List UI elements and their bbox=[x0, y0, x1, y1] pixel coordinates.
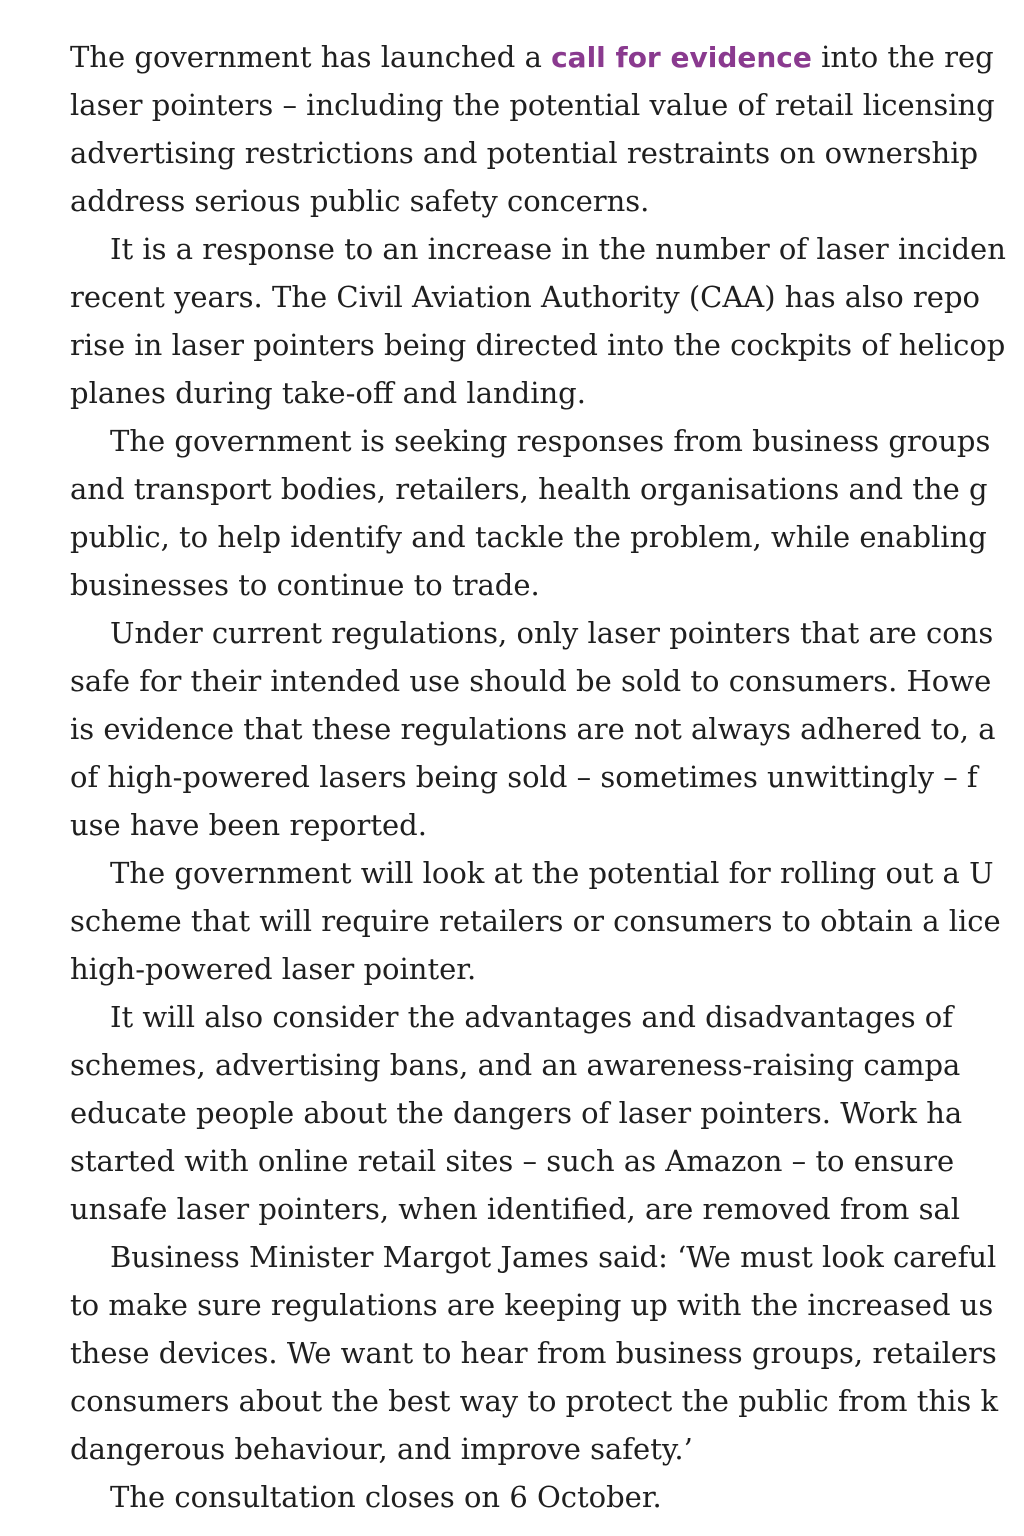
text-line: is evidence that these regulations are not always adhered to, a bbox=[70, 712, 996, 746]
text-line: advertising restrictions and potential restraints on ownership bbox=[70, 136, 979, 170]
text-line: The government is seeking responses from business groups bbox=[110, 424, 991, 458]
text-line: consumers about the best way to protect the public from this k bbox=[70, 1384, 999, 1418]
text-line: laser pointers – including the potential value of retail licensing bbox=[70, 88, 995, 122]
text-line: Business Minister Margot James said: ‘We must look careful bbox=[110, 1240, 997, 1274]
text-line: use have been reported. bbox=[70, 808, 427, 842]
text-line: The government will look at the potential for rolling out a U bbox=[110, 856, 994, 890]
text-line: safe for their intended use should be sold to consumers. Howe bbox=[70, 664, 992, 698]
text-line bbox=[70, 33, 1024, 81]
text-line: It will also consider the advantages and disadvantages of bbox=[110, 1000, 953, 1034]
text-line: dangerous behaviour, and improve safety.’ bbox=[70, 1432, 693, 1466]
text-line: to make sure regulations are keeping up with the increased us bbox=[70, 1288, 994, 1322]
text-line: educate people about the dangers of laser pointers. Work ha bbox=[70, 1096, 963, 1130]
text-segment: The government has launched a bbox=[70, 40, 552, 74]
paragraph-8 bbox=[70, 1473, 1024, 1521]
text-line: recent years. The Civil Aviation Authority (CAA) has also repo bbox=[70, 280, 980, 314]
paragraph-3 bbox=[70, 417, 1024, 609]
text-line: unsafe laser pointers, when identified, are removed from sal bbox=[70, 1192, 961, 1226]
text-line: businesses to continue to trade. bbox=[70, 568, 540, 602]
text-line: The consultation closes on 6 October. bbox=[110, 1480, 662, 1514]
paragraph-2 bbox=[70, 225, 1024, 417]
text-line: Under current regulations, only laser pointers that are cons bbox=[110, 616, 994, 650]
text-line: public, to help identify and tackle the problem, while enabling bbox=[70, 520, 987, 554]
text-line: high-powered laser pointer. bbox=[70, 952, 477, 986]
text-line: schemes, advertising bans, and an awareness-raising campa bbox=[70, 1048, 961, 1082]
paragraph-7 bbox=[70, 1233, 1024, 1473]
article-body bbox=[70, 33, 1024, 1521]
text-line: and transport bodies, retailers, health organisations and the g bbox=[70, 472, 988, 506]
text-line: address serious public safety concerns. bbox=[70, 184, 650, 218]
paragraph-4 bbox=[70, 609, 1024, 849]
text-line: these devices. We want to hear from business groups, retailers bbox=[70, 1336, 997, 1370]
text-line: rise in laser pointers being directed into the cockpits of helicop bbox=[70, 328, 1006, 362]
call-for-evidence-link[interactable]: call for evidence bbox=[551, 41, 812, 74]
text-line: of high-powered lasers being sold – sometimes unwittingly – f bbox=[70, 760, 978, 794]
paragraph-1 bbox=[70, 33, 1024, 225]
text-segment: into the reg bbox=[811, 40, 994, 74]
text-line: started with online retail sites – such as Amazon – to ensure bbox=[70, 1144, 955, 1178]
text-line: planes during take-off and landing. bbox=[70, 376, 586, 410]
paragraph-6 bbox=[70, 993, 1024, 1233]
paragraph-5 bbox=[70, 849, 1024, 993]
text-line: It is a response to an increase in the number of laser inciden bbox=[110, 232, 1006, 266]
text-line: scheme that will require retailers or consumers to obtain a lice bbox=[70, 904, 1001, 938]
